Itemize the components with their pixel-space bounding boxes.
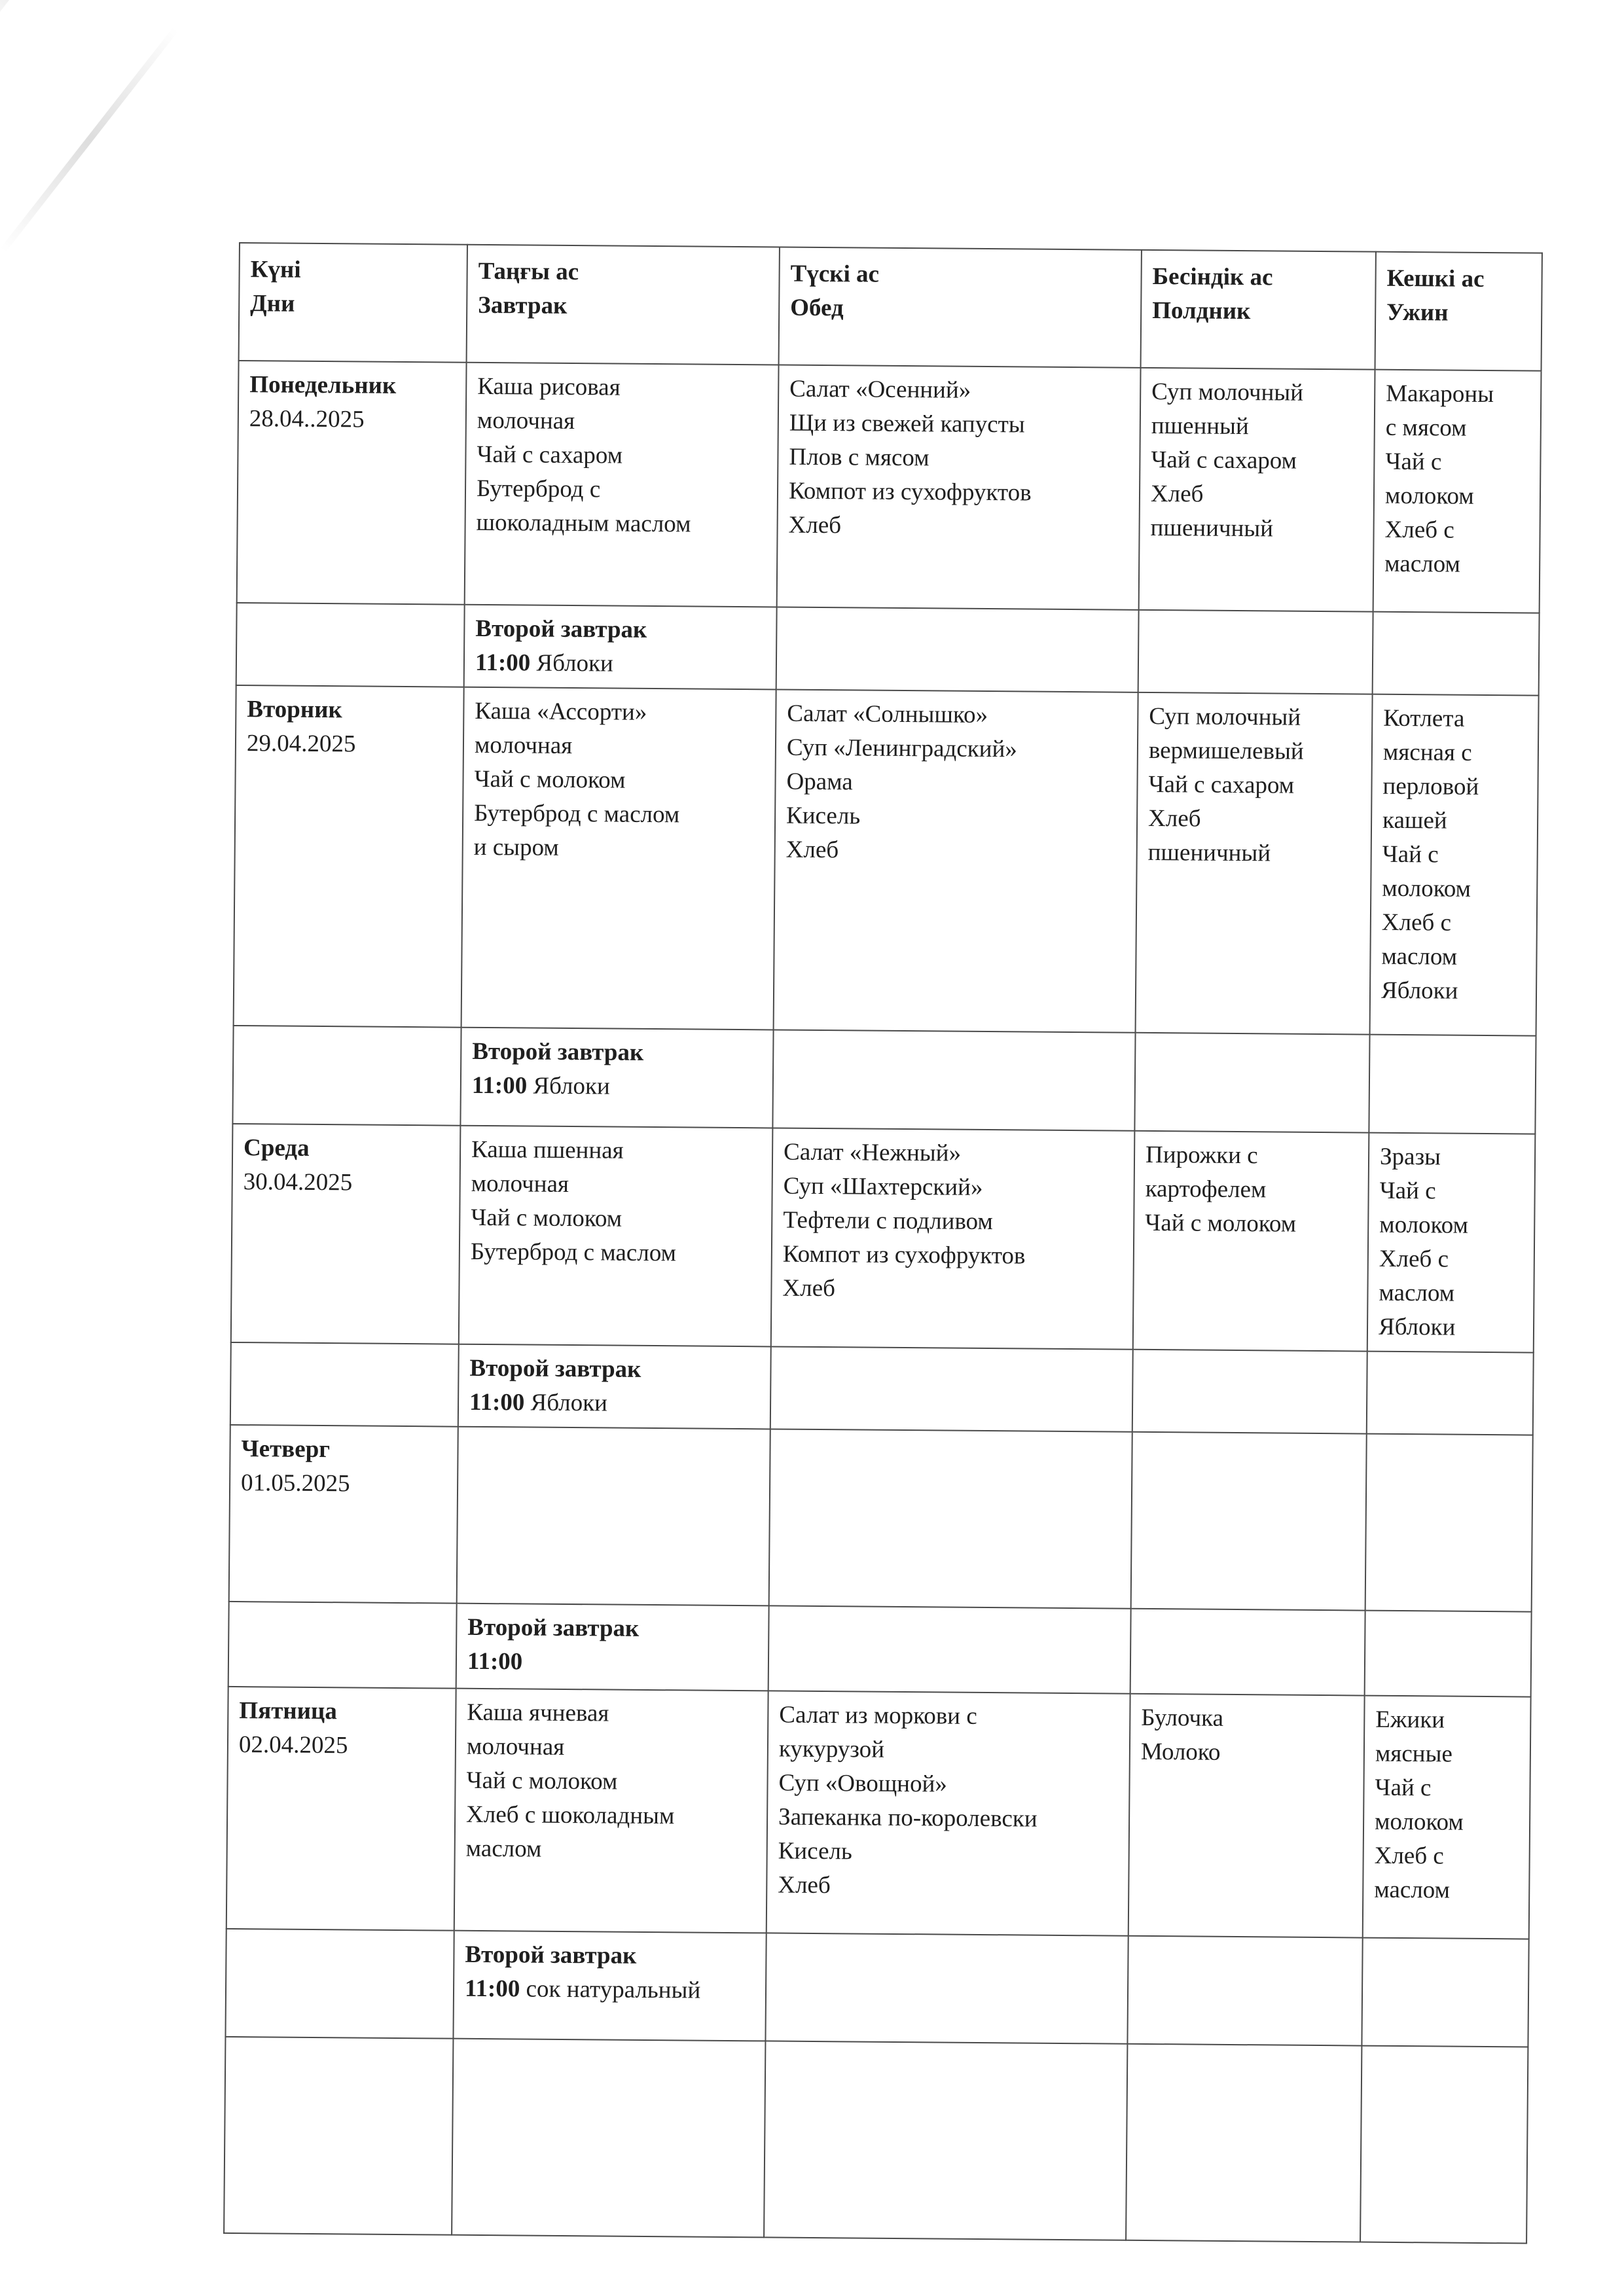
second-breakfast-label: Второй завтрак	[472, 1037, 644, 1066]
lunch-cell	[769, 1429, 1132, 1608]
second-breakfast-row-tuesday	[232, 1026, 1536, 1134]
header-days	[239, 243, 467, 363]
second-breakfast-item: Яблоки	[533, 1072, 610, 1100]
empty-cell	[768, 1605, 1131, 1693]
menu-item: Салат «Нежный»	[783, 1138, 962, 1167]
snack-cell	[1136, 692, 1373, 1035]
second-breakfast-row-friday	[225, 1929, 1528, 2047]
day-name: Среда	[243, 1134, 310, 1162]
menu-item: молоком	[1379, 1211, 1469, 1239]
menu-item: вермишелевый	[1148, 736, 1304, 765]
menu-item: молочная	[477, 406, 575, 435]
day-cell	[234, 685, 464, 1028]
empty-cell	[1360, 2046, 1528, 2244]
empty-cell	[1362, 1938, 1528, 2047]
menu-item: Салат «Осенний»	[789, 375, 971, 404]
empty-cell	[1367, 1352, 1534, 1435]
menu-item: пшенный	[1151, 412, 1249, 440]
empty-cell	[224, 2037, 453, 2235]
second-breakfast-label: Второй завтрак	[467, 1613, 640, 1642]
menu-item: Запеканка по-королевски	[778, 1803, 1038, 1833]
snack-cell	[1133, 1131, 1369, 1352]
dinner-cell	[1367, 1133, 1536, 1353]
empty-cell	[1130, 1609, 1365, 1696]
menu-item: Пирожки с	[1145, 1141, 1258, 1170]
menu-item: Чай с	[1382, 840, 1439, 869]
day-date: 29.04.2025	[246, 730, 356, 758]
weekly-menu-table	[223, 242, 1543, 2244]
header-lunch-kz: Түскі ас	[790, 260, 880, 288]
second-breakfast-cell	[458, 1344, 771, 1429]
menu-item: Чай с молоком	[1145, 1209, 1297, 1238]
menu-item: Хлеб	[788, 511, 842, 539]
menu-item: Бутерброд с маслом	[473, 799, 680, 829]
day-cell	[237, 361, 467, 605]
snack-cell	[1139, 368, 1375, 612]
menu-item: Бутерброд с маслом	[470, 1238, 677, 1267]
menu-item: Чай с	[1379, 1177, 1436, 1205]
menu-item: Бутерброд с	[476, 475, 601, 503]
menu-item: Яблоки	[1378, 1313, 1456, 1341]
header-row	[239, 243, 1542, 371]
second-breakfast-item: сок натуральный	[526, 1975, 701, 2004]
empty-cell	[230, 1342, 459, 1427]
header-breakfast	[467, 245, 780, 365]
header-snack-ru: Полдник	[1152, 296, 1251, 325]
header-dinner	[1375, 252, 1542, 371]
menu-item: Кисель	[785, 802, 861, 830]
second-breakfast-item: Яблоки	[530, 1389, 608, 1417]
snack-cell	[1131, 1432, 1367, 1611]
menu-item: Кисель	[778, 1837, 853, 1865]
header-lunch	[779, 247, 1142, 367]
menu-item: Зразы	[1379, 1143, 1441, 1171]
lunch-cell	[767, 1691, 1130, 1935]
menu-item: Каша пшенная	[471, 1136, 624, 1164]
day-row-wednesday	[231, 1124, 1536, 1353]
menu-item: Чай с сахаром	[1151, 446, 1297, 475]
second-breakfast-time: 11:00	[467, 1647, 523, 1676]
menu-item: и сыром	[473, 833, 559, 861]
second-breakfast-label: Второй завтрак	[469, 1354, 641, 1383]
menu-item: Ежики	[1375, 1706, 1445, 1734]
menu-item: пшеничный	[1150, 514, 1274, 543]
menu-item: Хлеб с	[1384, 516, 1454, 544]
breakfast-cell	[454, 1689, 768, 1933]
header-lunch-ru: Обед	[790, 294, 844, 322]
second-breakfast-cell	[464, 605, 777, 690]
day-name: Понедельник	[249, 371, 397, 399]
second-breakfast-row-monday	[236, 603, 1540, 696]
menu-item: Компот из сухофруктов	[782, 1240, 1026, 1270]
day-row-tuesday	[234, 685, 1539, 1036]
dinner-cell	[1370, 694, 1539, 1036]
empty-cell	[1138, 610, 1373, 694]
empty-cell	[452, 2039, 765, 2238]
empty-cell	[776, 607, 1139, 692]
menu-item: мясная с	[1382, 738, 1472, 766]
breakfast-cell	[457, 1427, 770, 1606]
header-snack-kz: Бесіндік ас	[1152, 262, 1273, 291]
menu-item: шоколадным маслом	[476, 509, 691, 538]
second-breakfast-cell	[456, 1604, 769, 1691]
empty-cell	[1369, 1035, 1536, 1134]
menu-item: Чай с	[1375, 1774, 1432, 1802]
empty-cell	[772, 1030, 1135, 1130]
menu-item: маслом	[1384, 550, 1461, 578]
day-date: 02.04.2025	[238, 1731, 348, 1759]
empty-cell	[764, 2041, 1127, 2240]
menu-item: Каша рисовая	[477, 372, 621, 401]
empty-cell	[225, 1929, 454, 2039]
second-breakfast-row-wednesday	[230, 1342, 1534, 1435]
menu-item: Хлеб	[1147, 804, 1201, 833]
menu-item: маслом	[1381, 942, 1458, 971]
day-name: Вторник	[247, 696, 342, 724]
dinner-cell	[1373, 370, 1542, 613]
second-breakfast-label: Второй завтрак	[475, 615, 647, 643]
day-date: 30.04.2025	[243, 1168, 353, 1196]
menu-item: молочная	[471, 1170, 569, 1198]
menu-item: Чай с молоком	[471, 1204, 623, 1232]
empty-cell	[1134, 1033, 1369, 1133]
day-name: Пятница	[239, 1697, 337, 1725]
menu-item: Хлеб	[778, 1871, 831, 1899]
empty-cell	[1132, 1350, 1367, 1434]
menu-item: Суп «Шахтерский»	[783, 1172, 983, 1201]
menu-item: молочная	[466, 1732, 565, 1761]
menu-item: Хлеб	[1150, 480, 1204, 508]
day-date: 28.04..2025	[249, 405, 365, 433]
menu-item: Чай с молоком	[466, 1767, 618, 1795]
menu-item: перловой	[1382, 772, 1479, 800]
header-breakfast-ru: Завтрак	[478, 291, 568, 319]
header-breakfast-kz: Таңғы ас	[478, 257, 579, 286]
menu-item: Макароны	[1386, 380, 1494, 408]
snack-cell	[1128, 1694, 1365, 1938]
menu-item: маслом	[1374, 1876, 1451, 1904]
empty-cell	[1126, 2044, 1362, 2242]
menu-item: Суп «Овощной»	[778, 1769, 948, 1798]
day-cell	[226, 1687, 456, 1931]
header-dinner-kz: Кешкі ас	[1386, 264, 1485, 293]
menu-item: Плов с мясом	[789, 443, 929, 472]
breakfast-cell	[459, 1126, 773, 1347]
day-row-monday	[237, 361, 1542, 613]
menu-item: Чай с	[1385, 448, 1442, 476]
second-breakfast-time: 11:00	[464, 1975, 520, 2003]
menu-item: картофелем	[1145, 1175, 1267, 1204]
menu-item: Хлеб с шоколадным	[465, 1801, 675, 1830]
dinner-cell	[1363, 1696, 1531, 1939]
menu-item: Суп молочный	[1151, 378, 1304, 406]
breakfast-cell	[461, 687, 776, 1030]
second-breakfast-label: Второй завтрак	[465, 1941, 637, 1969]
menu-item: Хлеб	[785, 836, 839, 864]
menu-item: молоком	[1374, 1808, 1464, 1836]
lunch-cell	[771, 1128, 1135, 1349]
second-breakfast-item: Яблоки	[536, 649, 613, 677]
day-row-thursday	[229, 1425, 1533, 1612]
header-days-ru: Дни	[250, 290, 295, 317]
scan-fold-shadow-lower	[0, 27, 179, 253]
menu-item: Хлеб с	[1374, 1842, 1444, 1870]
empty-cell	[770, 1346, 1133, 1431]
menu-item: Яблоки	[1380, 977, 1458, 1005]
menu-item: Компот из сухофруктов	[788, 477, 1032, 507]
empty-cell	[1127, 1936, 1362, 2046]
second-breakfast-time: 11:00	[475, 649, 531, 677]
empty-cell	[232, 1026, 461, 1126]
menu-item: Молоко	[1140, 1738, 1221, 1766]
menu-item: Котлета	[1383, 704, 1465, 732]
dinner-cell	[1365, 1434, 1533, 1612]
menu-item: Орама	[786, 768, 853, 796]
menu-item: кукурузой	[778, 1735, 885, 1763]
menu-item: Суп «Ленинградский»	[786, 734, 1018, 763]
menu-item: Хлеб	[782, 1274, 836, 1302]
menu-item: Щи из свежей капусты	[789, 409, 1025, 439]
empty-row	[224, 2037, 1528, 2244]
empty-cell	[765, 1933, 1128, 2043]
menu-item: Булочка	[1141, 1704, 1224, 1732]
menu-item: молоком	[1382, 874, 1471, 903]
menu-item: Каша ячневая	[467, 1698, 609, 1727]
menu-item: Суп молочный	[1149, 702, 1301, 731]
menu-item: Хлеб с	[1379, 1245, 1449, 1273]
day-date: 01.05.2025	[240, 1469, 350, 1498]
menu-item: молочная	[474, 731, 573, 760]
menu-item: с мясом	[1385, 414, 1467, 442]
scan-fold-shadow	[0, 0, 185, 33]
menu-item: кашей	[1382, 806, 1447, 834]
empty-cell	[1365, 1611, 1532, 1697]
second-breakfast-time: 11:00	[471, 1071, 528, 1100]
menu-item: маслом	[1379, 1279, 1455, 1307]
lunch-cell	[774, 689, 1138, 1032]
header-snack	[1141, 250, 1376, 370]
lunch-cell	[777, 365, 1141, 609]
second-breakfast-cell	[453, 1931, 766, 2041]
header-days-kz: Күні	[250, 256, 301, 283]
menu-item: Салат из моркови с	[779, 1701, 977, 1730]
breakfast-cell	[465, 363, 779, 607]
day-name: Четверг	[241, 1435, 331, 1463]
menu-item: Каша «Ассорти»	[475, 697, 647, 726]
second-breakfast-row-thursday	[228, 1602, 1532, 1697]
menu-item: Чай с молоком	[474, 765, 626, 794]
header-dinner-ru: Ужин	[1386, 298, 1449, 327]
day-row-friday	[226, 1687, 1531, 1939]
empty-cell	[228, 1602, 457, 1689]
menu-item: маслом	[465, 1835, 542, 1863]
second-breakfast-cell	[460, 1028, 773, 1128]
menu-item: Салат «Солнышко»	[787, 700, 988, 729]
menu-item: молоком	[1384, 482, 1474, 510]
menu-item: мясные	[1375, 1740, 1453, 1768]
second-breakfast-time: 11:00	[469, 1388, 525, 1416]
day-cell	[231, 1124, 461, 1344]
menu-item: Тефтели с подливом	[783, 1206, 994, 1236]
menu-item: пшеничный	[1147, 838, 1271, 867]
menu-item: Чай с сахаром	[1148, 770, 1295, 799]
menu-item: Чай с сахаром	[477, 440, 623, 469]
day-cell	[229, 1425, 458, 1604]
empty-cell	[236, 603, 465, 687]
menu-item: Хлеб с	[1381, 908, 1452, 937]
empty-cell	[1373, 612, 1540, 696]
